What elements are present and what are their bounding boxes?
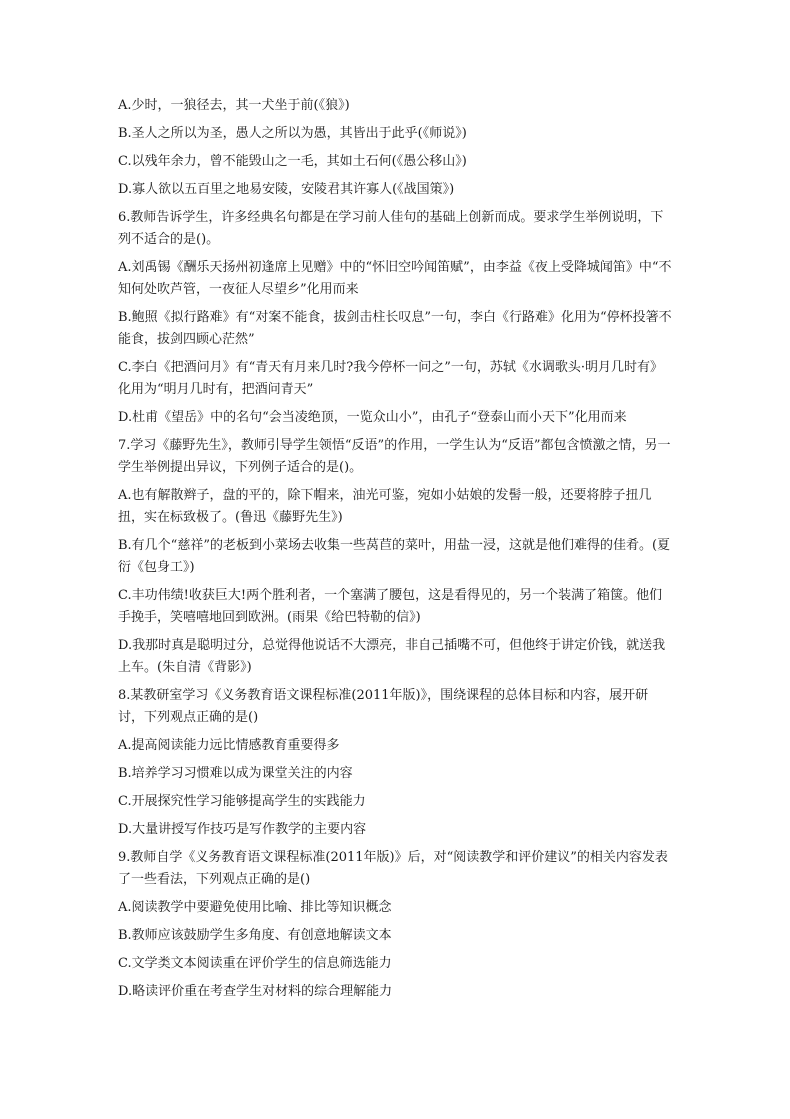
question-9: 9.教师自学《义务教育语文课程标准(2011年版)》后，对“阅读教学和评价建议”的相关内容发表了一些看法，下列观点正确的是() — [118, 850, 668, 887]
option-7a: A.也有解散辫子，盘的平的，除下帽来，油光可鉴，宛如小姑娘的发髻一般，还要将脖子扭几扭，实在标致极了。(鲁迅《藤野先生》) — [118, 488, 652, 525]
option-8a: A.提高阅读能力远比情感教育重要得多 — [118, 738, 340, 753]
option-7c: C.丰功伟绩!收获巨大!两个胜利者，一个塞满了腰包，这是看得见的，另一个装满了箱箧。他们手挽手，笑嘻嘻地回到欧洲。(雨果《给巴特勒的信》) — [118, 588, 663, 625]
option-8b: B.培养学习习惯难以成为课堂关注的内容 — [118, 766, 353, 781]
option-9c: C.文学类文本阅读重在评价学生的信息筛选能力 — [118, 956, 392, 971]
option-8d: D.大量讲授写作技巧是写作教学的主要内容 — [118, 822, 367, 837]
option-5d: D.寡人欲以五百里之地易安陵，安陵君其许寡人(《战国策》) — [118, 182, 455, 197]
option-9d: D.略读评价重在考查学生对材料的综合理解能力 — [118, 984, 393, 999]
option-5b: B.圣人之所以为圣，愚人之所以为愚，其皆出于此乎(《师说》) — [118, 126, 467, 141]
option-8c: C.开展探究性学习能够提高学生的实践能力 — [118, 794, 366, 809]
question-6: 6.教师告诉学生，许多经典名句都是在学习前人佳句的基础上创新而成。要求学生举例说明，下列不适合的是()。 — [118, 210, 664, 247]
option-5c: C.以残年余力，曾不能毁山之一毛，其如土石何(《愚公移山》) — [118, 154, 467, 169]
question-7: 7.学习《藤野先生》，教师引导学生领悟“反语”的作用，一学生认为“反语”都包含愤激之情，另一学生举例提出异议，下列例子适合的是()。 — [118, 438, 671, 475]
option-9a: A.阅读教学中要避免使用比喻、排比等知识概念 — [118, 900, 392, 915]
option-6d: D.杜甫《望岳》中的名句“会当凌绝顶，一览众山小”，由孔子“登泰山而小天下”化用而来 — [118, 410, 627, 425]
option-7d: D.我那时真是聪明过分，总觉得他说话不大漂亮，非自己插嘴不可，但他终于讲定价钱，就送我上车。(朱自清《背影》) — [118, 638, 666, 675]
option-6c: C.李白《把酒问月》有“青天有月来几时?我今停杯一问之”一句，苏轼《水调歌头·明月几时有》化用为“明月几时有，把酒问青天” — [118, 360, 664, 397]
option-5a: A.少时，一狼径去，其一犬坐于前(《狼》) — [118, 98, 350, 113]
document-body — [118, 95, 674, 1009]
question-8: 8.某教研室学习《义务教育语文课程标准(2011年版)》，围绕课程的总体目标和内容，展开研讨，下列观点正确的是() — [118, 688, 649, 725]
option-7b: B.有几个“慈祥”的老板到小菜场去收集一些莴苣的菜叶，用盐一浸，这就是他们难得的佳肴。(夏衍《包身工》) — [118, 538, 671, 575]
option-9b: B.教师应该鼓励学生多角度、有创意地解读文本 — [118, 928, 392, 943]
option-6b: B.鲍照《拟行路难》有“对案不能食，拔剑击柱长叹息”一句，李白《行路难》化用为“停杯投箸不能食，拔剑四顾心茫然” — [118, 310, 672, 347]
option-6a: A.刘禹锡《酬乐天扬州初逢席上见赠》中的“怀旧空吟闻笛赋”，由李益《夜上受降城闻笛》中“不知何处吹芦管，一夜征人尽望乡”化用而来 — [118, 260, 672, 297]
